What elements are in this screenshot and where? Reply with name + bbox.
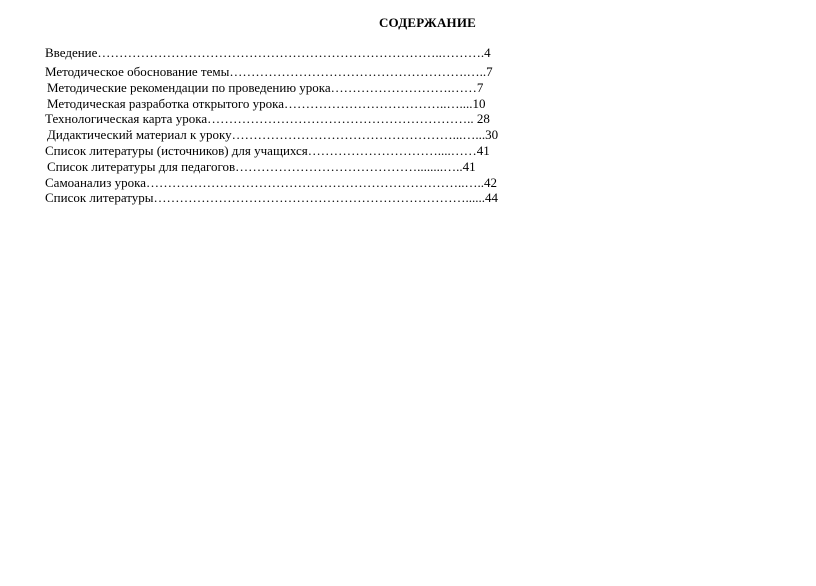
- toc-entry: Введение……………………………………………………………………..……….4: [45, 45, 491, 60]
- toc-entry: Список литературы………………………………………………………………......44: [45, 190, 498, 205]
- toc-entry: Методические рекомендации по проведению урока……………………….……7: [47, 80, 484, 95]
- toc-entry: Список литературы для педагогов……………………………………........…..41: [47, 159, 476, 174]
- toc-entry: Дидактический материал к уроку……………………………………………...…...30: [47, 127, 499, 142]
- toc-entry: Методическое обоснование темы……………………………………………….…..7: [45, 64, 493, 79]
- toc-entry: Методическая разработка открытого урока………………………………..…....10: [47, 96, 486, 111]
- toc-entry: Список литературы (источников) для учащихся…………………………....……41: [45, 143, 490, 158]
- toc-entry: Технологическая карта урока…………………………………………………….. 28: [45, 111, 490, 126]
- toc-entry: Самоанализ урока………………………………………………………………..…..42: [45, 175, 497, 190]
- toc-heading: СОДЕРЖАНИЕ: [378, 15, 477, 30]
